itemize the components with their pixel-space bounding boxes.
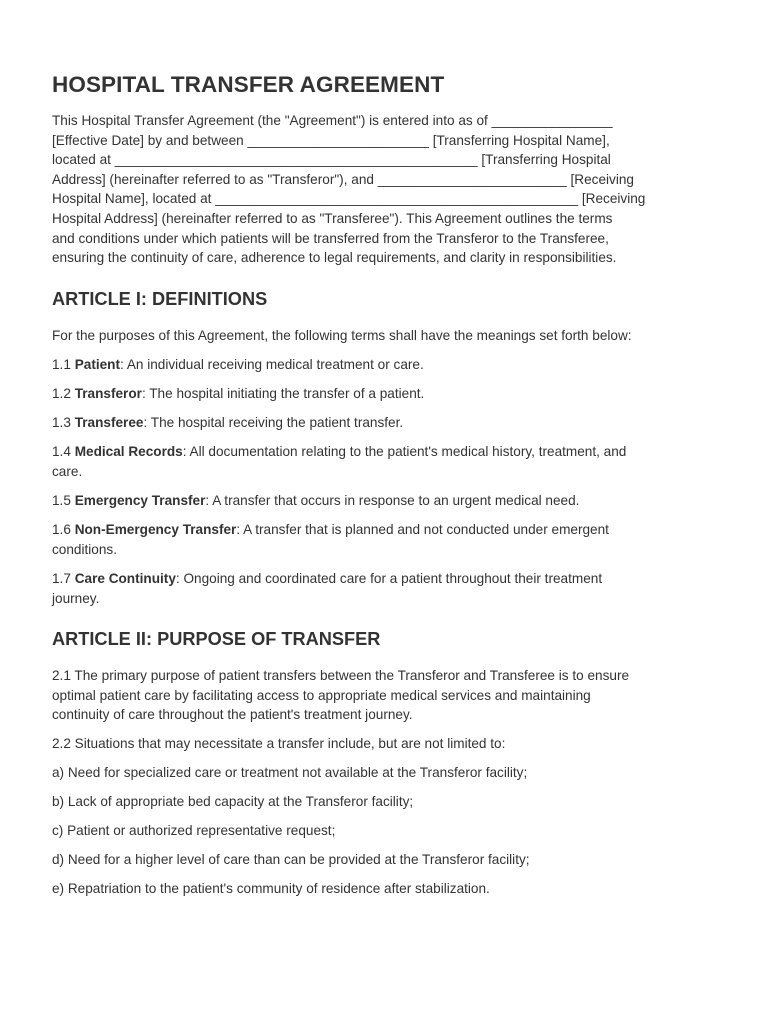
list-item: a) Need for specialized care or treatment not available at the Transferor facility;: [52, 765, 528, 780]
list-item: c) Patient or authorized representative request;: [52, 823, 336, 838]
definition-item: 1.5 Emergency Transfer: A transfer that occurs in response to an urgent medical need.: [52, 493, 580, 508]
definition-term: Non-Emergency Transfer: [74, 522, 237, 537]
list-item: b) Lack of appropriate bed capacity at the Transferor facility;: [52, 794, 414, 809]
definition-item: 1.2 Transferor: The hospital initiating the transfer of a patient.: [52, 386, 425, 401]
definition-item: 1.6 Non-Emergency Transfer: A transfer that is planned and not conducted under emergent conditions.: [52, 522, 609, 557]
article-1-heading: ARTICLE I: DEFINITIONS: [52, 289, 268, 309]
list-item: d) Need for a higher level of care than can be provided at the Transferor facility;: [52, 852, 530, 867]
definition-item: 1.4 Medical Records: All documentation relating to the patient's medical history, treatment, and care.: [52, 444, 627, 479]
intro-line: located at ________________________________________________ [Transferring Hospital: [52, 152, 611, 168]
intro-line: Hospital Name], located at ________________________________________________ [Receiving: [52, 191, 646, 207]
definition-item: 1.7 Care Continuity: Ongoing and coordinated care for a patient throughout their treatment journey.: [52, 571, 603, 606]
document-title: HOSPITAL TRANSFER AGREEMENT: [52, 72, 445, 97]
article-2-heading: ARTICLE II: PURPOSE OF TRANSFER: [52, 629, 381, 649]
intro-line: and conditions under which patients will be transferred from the Transferor to the Transferee,: [52, 230, 609, 246]
paragraph-2-1: 2.1 The primary purpose of patient transfers between the Transferor and Transferee is to ensure optimal patient care by facilitating access to appropriate medical services and maintaining continuity of care throughout the patient's treatment journey.: [52, 668, 630, 723]
intro-line: [Effective Date] by and between ________________________ [Transferring Hospital Name],: [52, 132, 610, 148]
intro-line: ensuring the continuity of care, adherence to legal requirements, and clarity in responsibilities.: [52, 250, 617, 266]
definition-term: Medical Records: [74, 444, 183, 459]
definition-term: Transferee: [74, 415, 144, 430]
intro-line: Hospital Address] (hereinafter referred to as "Transferee"). This Agreement outlines the terms: [52, 210, 613, 226]
definition-term: Care Continuity: [74, 571, 176, 586]
definition-term: Patient: [74, 357, 121, 372]
definition-item: 1.3 Transferee: The hospital receiving the patient transfer.: [52, 415, 404, 430]
intro-line: This Hospital Transfer Agreement (the "Agreement") is entered into as of ________________: [52, 113, 613, 128]
definitions-lead: For the purposes of this Agreement, the following terms shall have the meanings set forth below:: [52, 328, 632, 343]
intro-line: Address] (hereinafter referred to as "Transferor"), and _________________________ [Receiving: [52, 171, 634, 187]
intro-paragraph: [52, 111, 724, 268]
definition-term: Emergency Transfer: [74, 493, 206, 508]
list-item: e) Repatriation to the patient's community of residence after stabilization.: [52, 881, 490, 896]
paragraph-2-2: 2.2 Situations that may necessitate a transfer include, but are not limited to:: [52, 736, 506, 751]
definition-item: 1.1 Patient: An individual receiving medical treatment or care.: [52, 357, 424, 372]
definition-term: Transferor: [74, 386, 142, 401]
